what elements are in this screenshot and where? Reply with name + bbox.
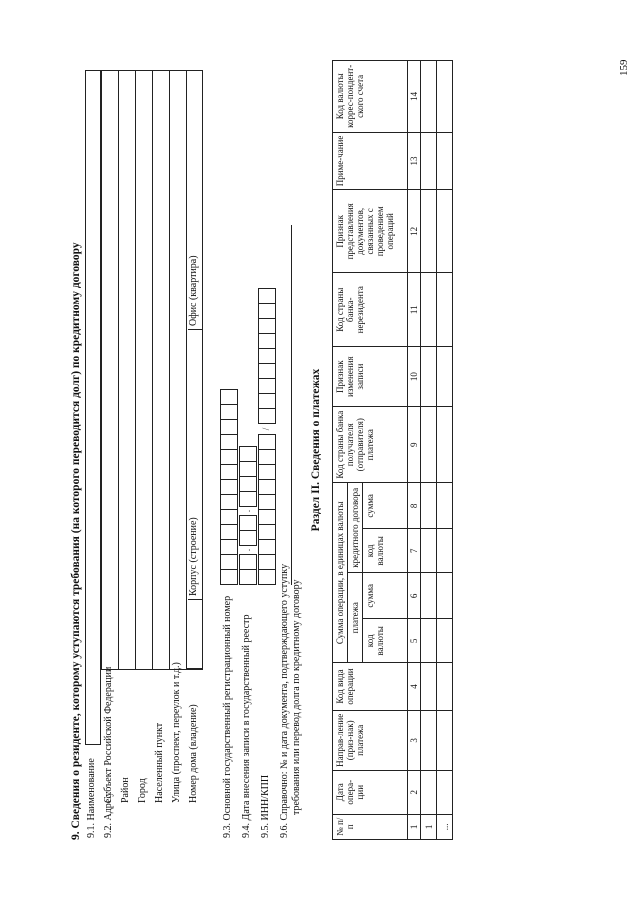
column-number: 10	[408, 347, 421, 407]
office-label: Офис (квартира)	[188, 255, 203, 330]
column-number: 9	[408, 407, 421, 483]
address-settlement-label: Населенный пункт	[154, 722, 165, 803]
row-label: 1	[421, 814, 437, 839]
building-label: Корпус (строение)	[188, 517, 203, 600]
section2-title: Раздел II. Сведения о платежах	[310, 368, 322, 532]
col-contract-currency-code: код валюты	[363, 529, 408, 573]
address-subject-label: Субъект Российской Федерации	[103, 666, 114, 803]
col-opcode-header: Код вида операции	[333, 663, 408, 711]
column-number: 8	[408, 483, 421, 529]
column-number: 6	[408, 573, 421, 619]
col-nonresident-bank-country-header: Код страны банка-нерезидента	[333, 273, 408, 347]
inn-kpp-cells[interactable]: /	[258, 289, 276, 585]
column-number: 7	[408, 529, 421, 573]
column-number: 5	[408, 619, 421, 663]
col-note-header: Приме-чание	[333, 132, 408, 190]
reference-field[interactable]	[291, 225, 292, 585]
inn-label: 9.5. ИНН/КПП	[260, 774, 271, 838]
payments-table	[332, 60, 453, 840]
name-field[interactable]	[85, 70, 101, 745]
column-number: 11	[408, 273, 421, 347]
col-payment-subheader: платежа	[348, 573, 363, 663]
col-contract-amount: сумма	[363, 483, 408, 529]
address-street-label: Улица (проспект, переулок и т.д.)	[171, 662, 182, 803]
name-label: 9.1. Наименование	[86, 758, 97, 838]
col-payment-amount: сумма	[363, 573, 408, 619]
column-number: 4	[408, 663, 421, 711]
col-sum-group-header: Сумма операции, в единицах валюты	[333, 483, 348, 663]
rotated-form	[70, 60, 455, 840]
reference-label-line2: требования или перевод долга по кредитному договору	[291, 579, 302, 815]
table-row[interactable]	[421, 61, 437, 840]
col-recipient-bank-country-header: Код страны банка получателя (отправителя) платежа	[333, 407, 408, 483]
column-number: 14	[408, 61, 421, 133]
address-city-label: Город	[137, 778, 148, 803]
column-number: 2	[408, 770, 421, 814]
date-cells[interactable]: . .	[239, 447, 257, 585]
col-credit-contract-subheader: кредитного договора	[348, 483, 363, 573]
row-label: ...	[437, 814, 453, 839]
col-change-flag-header: Признак изменения записи	[333, 347, 408, 407]
section9-title: 9. Сведения о резиденте, которому уступаются требования (на которого переводится долг) по кредитному договору	[70, 242, 82, 840]
column-number: 12	[408, 190, 421, 273]
col-docs-flag-header: Признак представления документов, связанных с проведением операций	[333, 190, 408, 273]
column-numbers-row	[408, 61, 421, 840]
column-number: 3	[408, 710, 421, 770]
ogrn-cells[interactable]	[220, 390, 238, 585]
col-direction-header: Направ-ление (приз-нак) платежа	[333, 710, 408, 770]
column-number: 1	[408, 814, 421, 839]
address-house-label: Номер дома (владение)	[188, 704, 199, 803]
page-number: 159	[618, 59, 630, 76]
col-date-header: Дата опера-ции	[333, 770, 408, 814]
col-payment-currency-code: код валюты	[363, 619, 408, 663]
date-label: 9.4. Дата внесения записи в государственный реестр	[241, 614, 252, 838]
reference-label-line1: 9.6. Справочно: № и дата документа, подтверждающего уступку	[279, 563, 290, 838]
address-label: 9.2. Адрес:	[103, 791, 114, 838]
table-row[interactable]	[437, 61, 453, 840]
ogrn-label: 9.3. Основной государственный регистрационный номер	[222, 595, 233, 838]
col-no-header: № п/п	[333, 814, 408, 839]
col-corr-currency-header: Код валюты коррес-пондент-ского счета	[333, 61, 408, 133]
address-district-label: Район	[120, 777, 131, 803]
column-number: 13	[408, 132, 421, 190]
